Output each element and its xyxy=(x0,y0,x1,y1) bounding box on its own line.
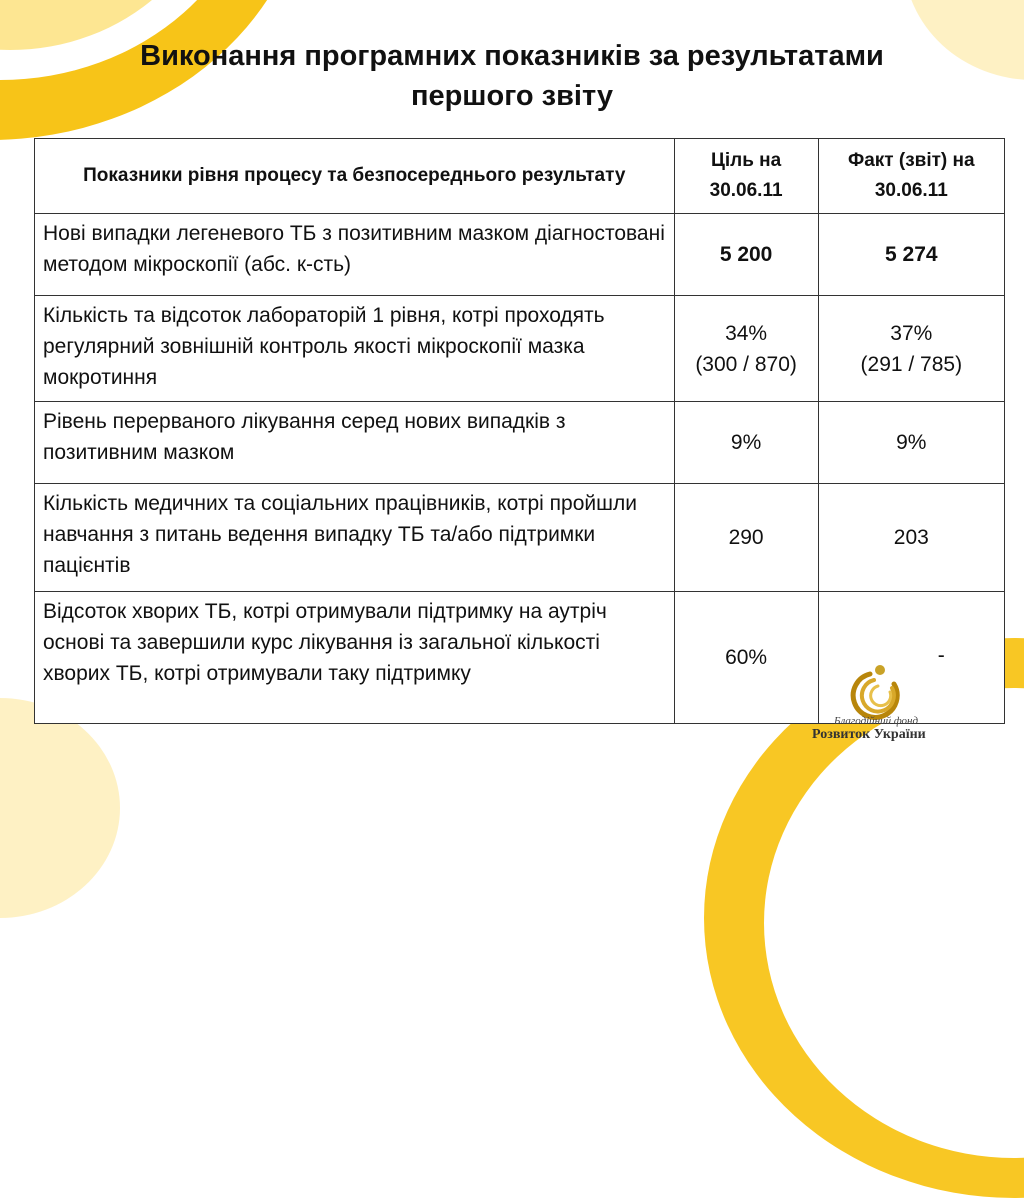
row-fact xyxy=(818,296,1004,402)
header-fact: Факт (звіт) на 30.06.11 xyxy=(818,139,1004,214)
row-fact: 203 xyxy=(818,484,1004,592)
row-target xyxy=(674,296,818,402)
row-fact-value: 37% xyxy=(890,321,933,345)
row-fact: 9% xyxy=(818,402,1004,484)
slide-title xyxy=(40,36,984,116)
row-indicator: Кількість медичних та соціальних працівників, котрі пройшли навчання з питань ведення випадку ТБ та/або підтримки пацієнтів xyxy=(35,484,675,592)
row-target-value: 34% xyxy=(725,321,768,345)
table-row xyxy=(35,214,1005,296)
slide-title-line2: першого звіту xyxy=(410,80,614,112)
row-fact: 5 274 xyxy=(818,214,1004,296)
row-target: 290 xyxy=(674,484,818,592)
slide-title-line1: Виконання програмних показників за результатами xyxy=(140,40,884,72)
row-target: 5 200 xyxy=(674,214,818,296)
table-row xyxy=(35,484,1005,592)
logo-caption-top: Благодійний фонд xyxy=(834,715,919,727)
row-target: 60% xyxy=(674,592,818,724)
table-row xyxy=(35,402,1005,484)
row-target: 9% xyxy=(674,402,818,484)
table-header-row xyxy=(35,139,1005,214)
row-indicator: Нові випадки легеневого ТБ з позитивним мазком діагностовані методом мікроскопії (абс. к-сть) xyxy=(35,214,675,296)
header-target: Ціль на 30.06.11 xyxy=(674,139,818,214)
table-row xyxy=(35,296,1005,402)
logo-caption-bottom: Розвиток України xyxy=(812,727,926,742)
bg-swoosh-bottom-left xyxy=(0,698,120,918)
row-target-detail: (300 / 870) xyxy=(695,352,797,376)
row-indicator: Відсоток хворих ТБ, котрі отримували підтримку на аутріч основі та завершили курс лікування із загальної кількості хворих ТБ, котрі отримували таку підтримку xyxy=(35,592,675,724)
row-fact-detail: (291 / 785) xyxy=(860,352,963,376)
row-indicator: Рівень перерваного лікування серед нових випадків з позитивним мазком xyxy=(35,402,675,484)
indicators-table xyxy=(34,138,1005,724)
row-fact-value: - xyxy=(937,644,945,667)
row-indicator: Кількість та відсоток лабораторій 1 рівня, котрі проходять регулярний зовнішній контроль якості мікроскопії мазка мокротиння xyxy=(35,296,675,402)
header-indicator: Показники рівня процесу та безпосереднього результату xyxy=(35,139,675,214)
